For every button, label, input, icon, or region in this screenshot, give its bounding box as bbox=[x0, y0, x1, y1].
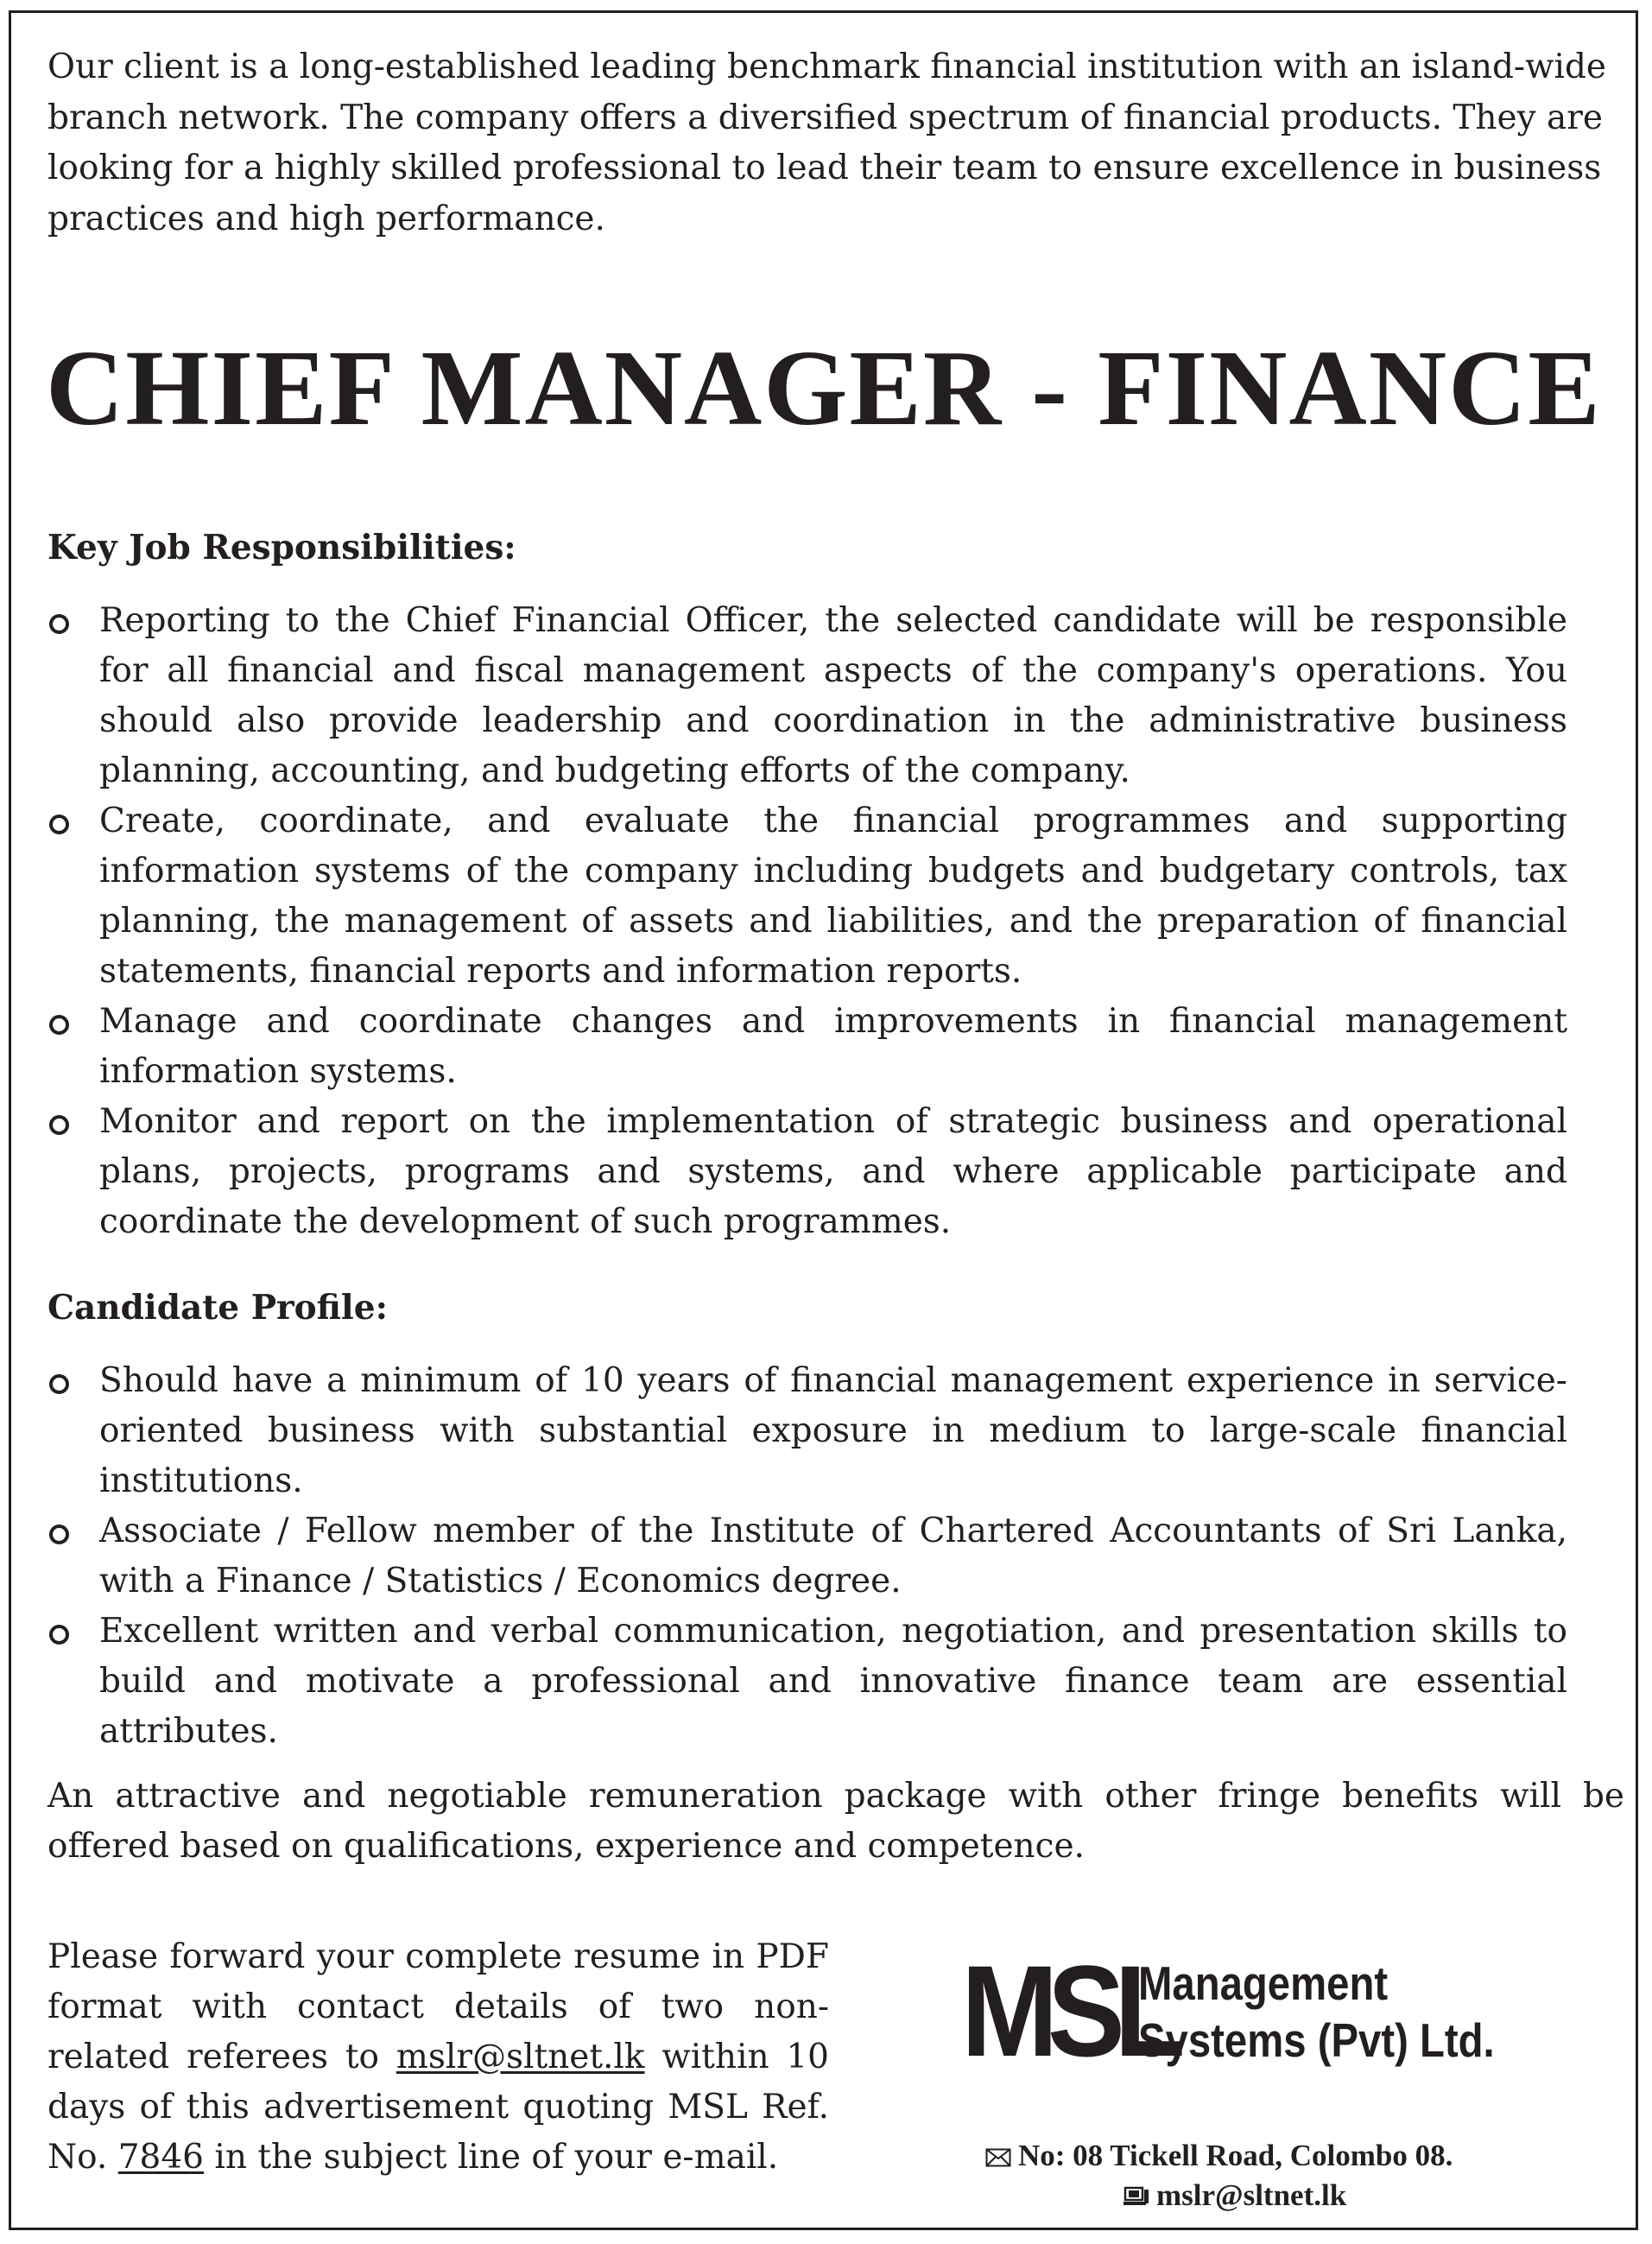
list-item: Associate / Fellow member of the Institute of Chartered Accountants of Sri Lanka, with a Finance / Statistics / Economics degree. bbox=[47, 1506, 1567, 1607]
list-item: Monitor and report on the implementation of strategic business and operational plans, projects, programs and systems, and where applicable participate and coordinate the development of such programmes. bbox=[47, 1097, 1567, 1247]
company-name: Management Systems (Pvt) Ltd. bbox=[1138, 1956, 1495, 2067]
computer-icon bbox=[1123, 2186, 1149, 2207]
profile-list bbox=[47, 1356, 1567, 1757]
bullet-circle-icon bbox=[49, 815, 69, 834]
company-email bbox=[1123, 2177, 1346, 2214]
reference-number: 7846 bbox=[117, 2138, 204, 2177]
list-item: Manage and coordinate changes and improvements in financial management information systems. bbox=[47, 997, 1567, 1097]
advertisement-page bbox=[9, 10, 1638, 2230]
bullet-circle-icon bbox=[49, 1525, 69, 1544]
remuneration-paragraph: An attractive and negotiable remuneration package with other fringe benefits will be offered based on qualifications, experience and competence. bbox=[47, 1777, 1624, 1866]
company-address: No: 08 Tickell Road, Colombo 08. bbox=[985, 2138, 1453, 2174]
bullet-circle-icon bbox=[49, 1115, 69, 1135]
list-item: Should have a minimum of 10 years of financial management experience in service-oriented business with substantial exposure in medium to large-scale financial institutions. bbox=[47, 1356, 1567, 1506]
bullet-circle-icon bbox=[49, 1374, 69, 1394]
company-email-text[interactable]: mslr@sltnet.lk bbox=[1156, 2178, 1347, 2212]
bullet-circle-icon bbox=[49, 1625, 69, 1645]
bullet-circle-icon bbox=[49, 1015, 69, 1035]
bullet-circle-icon bbox=[49, 614, 69, 634]
responsibilities-list bbox=[47, 596, 1567, 1247]
list-item: Create, coordinate, and evaluate the financial programmes and supporting information systems of the company including budgets and budgetary controls, tax planning, the management of assets and liabilities, and the preparation of financial statements, financial reports and information reports. bbox=[47, 796, 1567, 997]
intro-paragraph: Our client is a long-established leading benchmark financial institution with an island-wide branch network. The company offers a diversified spectrum of financial products. They are looking for a highly skilled professional to lead their team to ensure excellence in business practices and high performance. bbox=[47, 48, 1606, 238]
msl-logo: MSL bbox=[961, 1938, 1175, 2083]
list-item: Reporting to the Chief Financial Officer, the selected candidate will be responsible for all financial and fiscal management aspects of the company's operations. You should also provide leadership and coordination in the administrative business planning, accounting, and budgeting efforts of the company. bbox=[47, 596, 1567, 796]
email-link[interactable]: mslr@sltnet.lk bbox=[396, 2038, 645, 2076]
job-title: CHIEF MANAGER - FINANCE bbox=[46, 329, 1602, 448]
candidate-profile-heading: Candidate Profile: bbox=[47, 1288, 388, 1328]
responsibilities-heading: Key Job Responsibilities: bbox=[47, 528, 516, 567]
envelope-icon bbox=[985, 2148, 1011, 2167]
list-item: Excellent written and verbal communication, negotiation, and presentation skills to build and motivate a professional and innovative finance team are essential attributes. bbox=[47, 1607, 1567, 1757]
application-instructions: Please forward your complete resume in PDF format with contact details of two non-related referees to mslr@sltnet.lk within 10 days of this advertisement quoting MSL Ref. No. 7846 in the subject line of your e-mail. bbox=[47, 1937, 829, 2177]
company-block bbox=[961, 1938, 1566, 2231]
